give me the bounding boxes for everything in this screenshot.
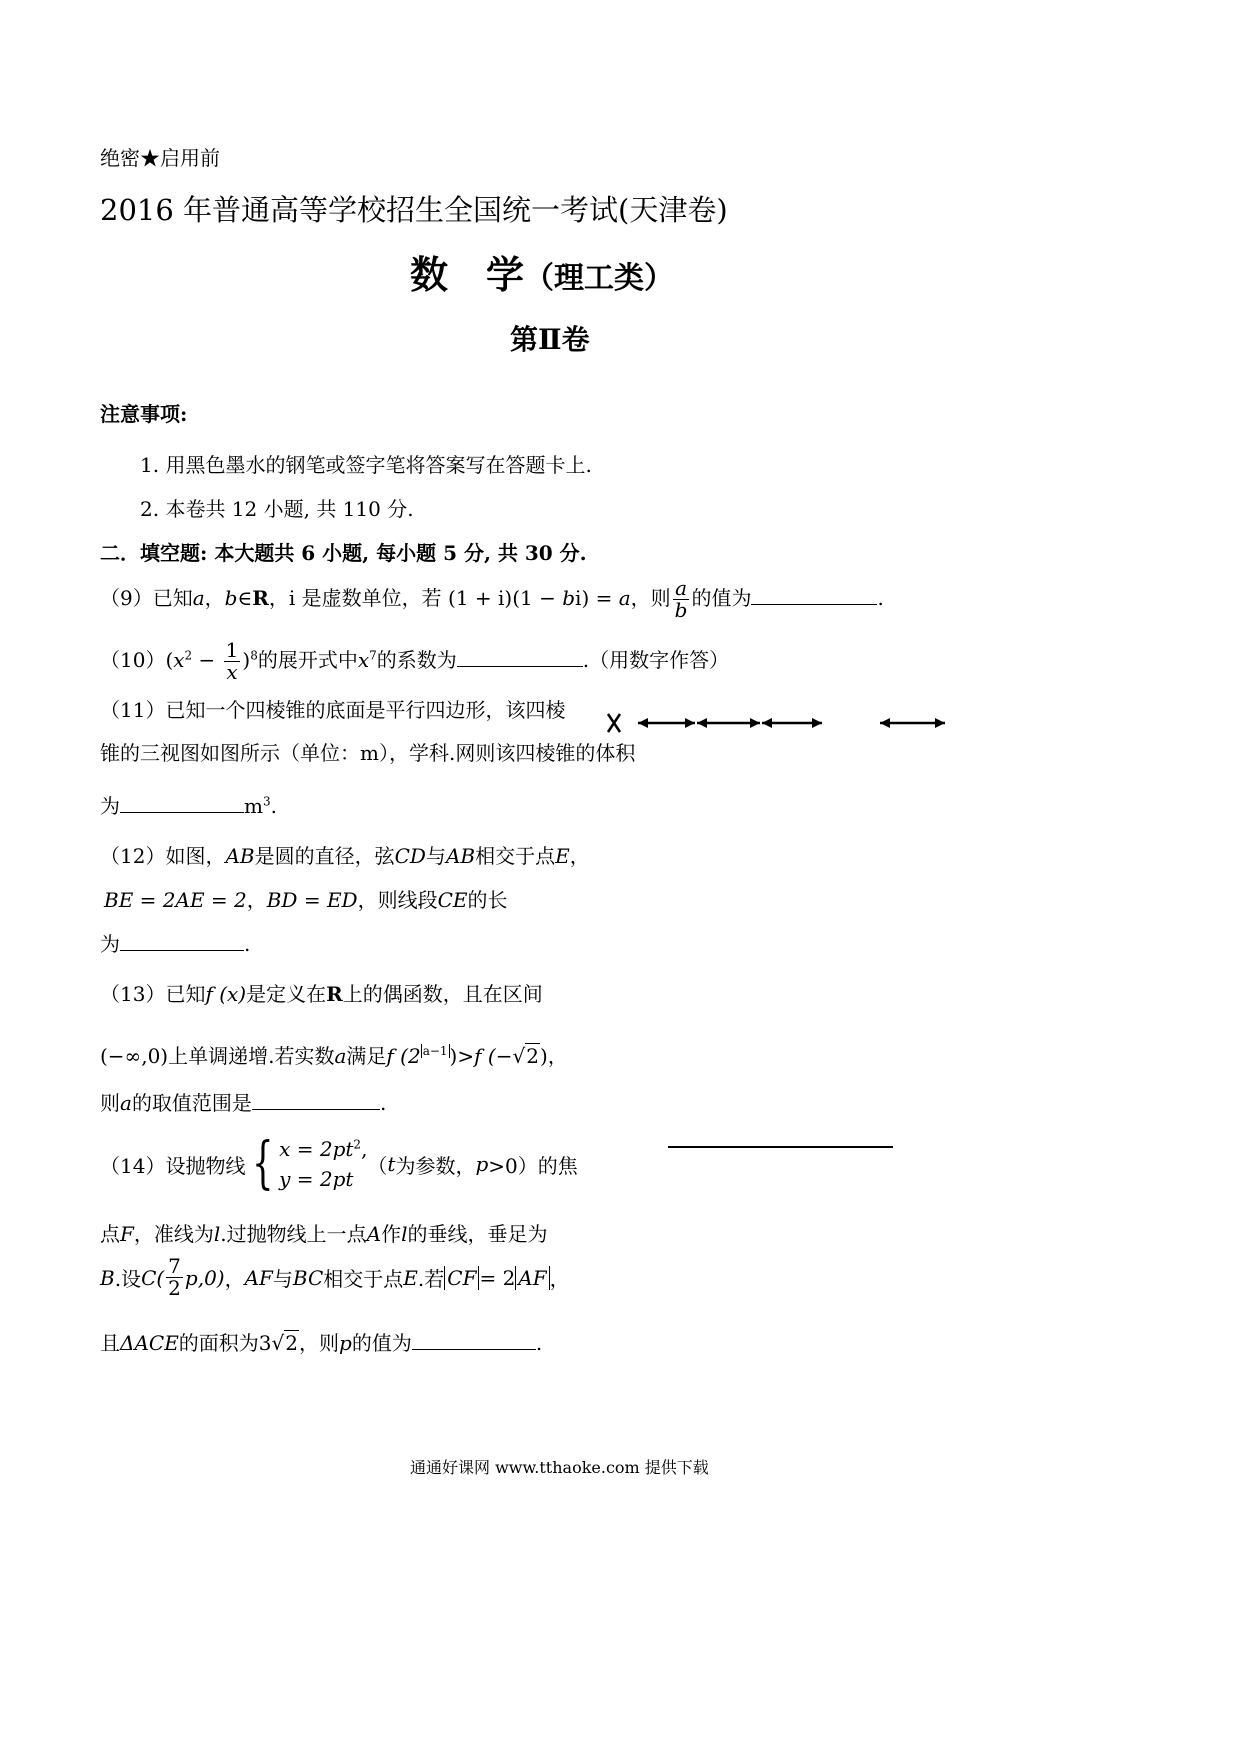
q12-answer-blank[interactable] (120, 932, 244, 951)
q14-abs-cf (444, 1266, 479, 1290)
q14-text: 且 (100, 1331, 120, 1355)
q14-point-c: C( (141, 1265, 165, 1290)
q13-answer-blank[interactable] (252, 1091, 380, 1110)
q14-text: ，则 (299, 1331, 340, 1355)
left-brace-icon: { (252, 1131, 274, 1196)
q10-fraction (224, 640, 241, 683)
q12-equation: BE = 2AE = 2 (104, 888, 247, 912)
section2-heading: 二．填空题: 本大题共 6 小题, 每小题 5 分, 共 30 分. (100, 541, 587, 565)
q14-line-3 (100, 1256, 570, 1299)
q14-text: ， (549, 1267, 570, 1291)
q12-text: 是圆的直径，弦 (254, 844, 395, 868)
q10-text: ( (165, 648, 174, 672)
q13-var-a: a (120, 1091, 132, 1115)
q11-text: 为 (100, 794, 120, 818)
q14-line-1 (100, 1131, 578, 1196)
q14-text: 相交于点 (323, 1267, 404, 1291)
q14-text: 作 (381, 1222, 402, 1246)
q13-text: （13）已知 (100, 982, 206, 1006)
q14-frac-num: 7 (168, 1254, 181, 1278)
q9-text: 的值为 (691, 586, 752, 610)
q14-var: B (100, 1265, 115, 1290)
q12-text: 与 (425, 844, 446, 868)
q13-interval: (−∞,0) (100, 1044, 169, 1068)
q11-unit: m (244, 794, 263, 818)
q9-text: 已知 (152, 586, 193, 610)
q13-exponent: a−1 (422, 1044, 448, 1059)
q14-text: .若 (417, 1267, 445, 1291)
q14-var: AF (244, 1265, 273, 1290)
q11-line-1: （11）已知一个四棱锥的底面是平行四边形，该四棱 (100, 698, 566, 722)
q10-var-x: x (357, 648, 370, 672)
q14-text: ， (224, 1267, 245, 1291)
q14-text: = 2 (479, 1265, 516, 1290)
q13-function: f (− (474, 1044, 513, 1068)
q13-function: f (x) (205, 982, 247, 1006)
q10-frac-num: 1 (225, 638, 239, 662)
q14-triangle: ΔACE (120, 1331, 179, 1355)
q9-text: ，i 是虚数单位，若 (1 + i)(1 − (268, 586, 563, 610)
figure-line (668, 1146, 893, 1148)
q12-line-1 (100, 840, 590, 869)
q13-var-a: a (334, 1044, 347, 1068)
q13-line-3 (100, 1087, 386, 1116)
q12-var: CE (437, 888, 468, 912)
q14-end: . (535, 1331, 543, 1355)
volume-title: 第Ⅱ卷 (510, 323, 590, 356)
q12-text: 相交于点 (475, 844, 556, 868)
q12-end: . (244, 932, 251, 956)
q10-end: .（用数字作答） (582, 648, 730, 672)
exam-title: 2016 年普通高等学校招生全国统一考试(天津卷) (100, 193, 728, 227)
q14-line-2 (100, 1218, 548, 1247)
q9-set-r: R (252, 586, 269, 610)
q14-text: .过抛物线上一点 (220, 1222, 367, 1246)
q12-var: AB (445, 844, 476, 868)
q13-line-1 (100, 978, 543, 1007)
three-view-figure-arrows (600, 710, 960, 738)
q14-answer-blank[interactable] (412, 1331, 536, 1350)
q14-text: , (361, 1137, 368, 1161)
q13-set-r: R (326, 982, 343, 1006)
question-9 (100, 578, 884, 621)
q12-var: AB (225, 844, 255, 868)
q12-text: ，则线段 (357, 888, 438, 912)
q9-var-b: b (562, 586, 576, 610)
q14-text: 与 (272, 1267, 293, 1291)
q10-text: − (192, 648, 222, 672)
q14-var: p (475, 1152, 489, 1176)
q14-text: 的面积为 (178, 1331, 259, 1355)
secret-mark: 绝密★启用前 (100, 146, 220, 170)
q9-fraction (673, 578, 690, 621)
q12-text: （12）如图， (100, 844, 226, 868)
q10-number: （10） (100, 648, 166, 672)
q14-text: 的值为 (351, 1331, 412, 1355)
q9-number: （9） (100, 586, 153, 610)
q10-text: 的系数为 (376, 648, 457, 672)
q10-exp: 8 (250, 648, 258, 663)
q12-text: 为 (100, 932, 120, 956)
q13-text: 的取值范围是 (131, 1091, 252, 1115)
q13-function: f (2 (386, 1044, 421, 1068)
q11-line-2: 锥的三视图如图所示（单位：m），学科.网则该四棱锥的体积 (100, 741, 636, 765)
q12-text: ， (569, 844, 590, 868)
q14-var: A (366, 1222, 382, 1246)
q9-text: ，则 (630, 586, 671, 610)
q13-text: > (457, 1044, 475, 1068)
q12-equation: BD = ED (266, 888, 358, 912)
q14-var: CF (447, 1265, 477, 1290)
q13-line-2 (100, 1040, 568, 1069)
q13-radicand: 2 (526, 1044, 539, 1068)
q13-end: . (379, 1091, 387, 1115)
q12-text: ， (246, 888, 267, 912)
q14-var: t (387, 1152, 396, 1176)
q13-sqrt: √2 (512, 1044, 539, 1068)
footer-text: 通通好课网 www.tthaoke.com 提供下载 (410, 1458, 709, 1477)
q13-text: ) (449, 1044, 458, 1068)
q10-var-x: x (173, 648, 185, 672)
q12-text: 的长 (467, 888, 508, 912)
q9-var-b: b (224, 586, 238, 610)
q11-unit-exp: 3 (262, 794, 271, 809)
q9-text: i) = (575, 586, 619, 610)
q14-exp: 2 (353, 1137, 362, 1152)
q13-text: ， (547, 1044, 568, 1068)
q11-answer-blank[interactable] (120, 794, 244, 813)
question-10 (100, 640, 729, 683)
q14-text: 点 (100, 1222, 120, 1246)
subject-heading (410, 244, 674, 299)
q13-text: 则 (100, 1091, 120, 1115)
q10-text: ) (242, 648, 251, 672)
q12-line-2 (104, 884, 507, 913)
notes-heading: 注意事项: (100, 402, 188, 426)
q12-var: CD (394, 844, 426, 868)
cross-mark-icon (608, 714, 620, 732)
q11-end: . (270, 794, 277, 818)
q13-text: 上单调递增.若实数 (168, 1044, 335, 1068)
q14-text: 为参数， (395, 1153, 476, 1178)
q14-fraction (166, 1256, 183, 1299)
q9-text: ， (204, 586, 225, 610)
q14-var: l (213, 1222, 221, 1246)
q10-exp: 7 (369, 648, 377, 663)
q14-equation-system (245, 1131, 368, 1196)
subject-type: （理工类） (524, 261, 675, 296)
q12-line-3 (100, 928, 250, 957)
q9-var-a: a (192, 586, 205, 610)
q14-var: AF (518, 1265, 547, 1290)
q14-abs-af (515, 1266, 549, 1290)
q14-radicand: 2 (285, 1331, 299, 1355)
q14-text: >0）的焦 (488, 1153, 578, 1178)
q9-var-a: a (618, 586, 631, 610)
q14-var: l (401, 1222, 408, 1246)
q13-text: 是定义在 (246, 982, 327, 1006)
q13-text: 上的偶函数，且在区间 (342, 982, 543, 1006)
q14-var: BC (292, 1265, 324, 1290)
q14-var: p (339, 1331, 352, 1355)
q12-var: E (555, 844, 570, 868)
q14-text: （ (367, 1153, 388, 1178)
q14-equation: y = 2pt (279, 1167, 354, 1191)
q14-text: ，准线为 (133, 1222, 214, 1246)
q14-text: p,0) (184, 1265, 225, 1290)
q14-sqrt: √2 (271, 1331, 299, 1355)
q14-var: E (403, 1265, 418, 1290)
subject-name: 数 学 (410, 252, 525, 297)
q14-text: 的垂线，垂足为 (407, 1222, 548, 1246)
q9-text: ∈ (237, 586, 253, 610)
q10-frac-den: x (226, 660, 238, 684)
q14-frac-den: 2 (168, 1276, 181, 1300)
q11-line-3 (100, 790, 277, 819)
q14-line-4 (100, 1327, 542, 1356)
note-item-1: 1. 用黑色墨水的钢笔或签字笔将答案写在答题卡上. (140, 453, 592, 477)
q14-coef: 3 (258, 1331, 272, 1355)
q9-frac-den: b (674, 598, 688, 622)
q10-text: 的展开式中 (257, 648, 358, 672)
q14-text: .设 (114, 1267, 142, 1291)
q9-end: . (877, 586, 884, 610)
q9-answer-blank[interactable] (751, 586, 877, 605)
q13-text: 满足 (346, 1044, 387, 1068)
q10-exp: 2 (184, 648, 193, 663)
q13-text: ) (539, 1044, 548, 1068)
q14-var: F (120, 1222, 134, 1246)
note-item-2: 2. 本卷共 12 小题, 共 110 分. (140, 497, 414, 521)
q14-equation: x = 2pt (279, 1137, 354, 1161)
q10-answer-blank[interactable] (457, 648, 583, 667)
q14-text: （14）设抛物线 (100, 1153, 246, 1178)
q9-frac-num: a (675, 576, 688, 600)
